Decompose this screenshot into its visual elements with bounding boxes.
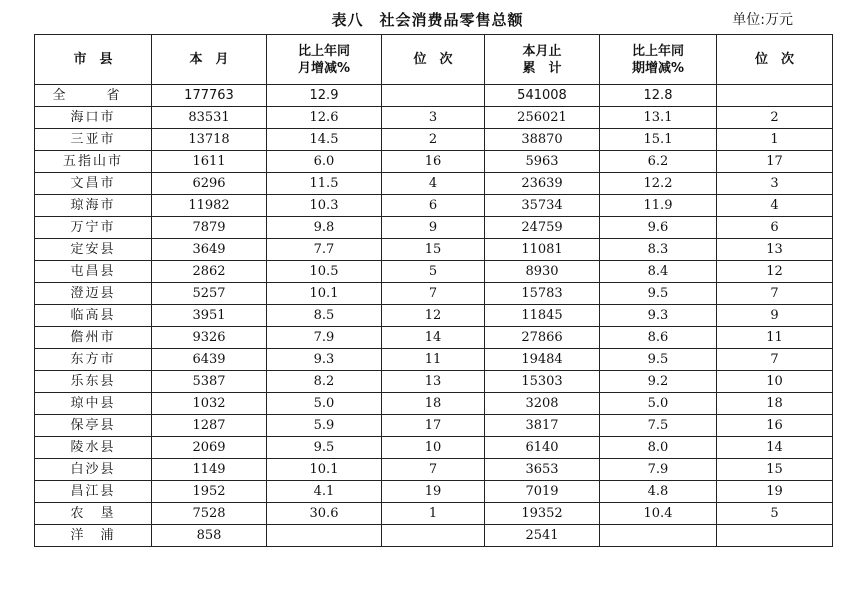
value-cell: 256021	[485, 107, 600, 129]
value-cell: 9.3	[600, 305, 717, 327]
value-cell: 12.9	[267, 85, 382, 107]
value-cell: 3208	[485, 393, 600, 415]
table-row	[35, 239, 833, 261]
header-cell: 比上年同 月增减%	[267, 35, 382, 85]
value-cell: 15783	[485, 283, 600, 305]
value-cell: 7.7	[267, 239, 382, 261]
value-cell: 7.9	[600, 459, 717, 481]
value-cell: 9.5	[600, 349, 717, 371]
value-cell: 13.1	[600, 107, 717, 129]
region-name-cell: 屯昌县	[35, 261, 152, 283]
value-cell: 24759	[485, 217, 600, 239]
value-cell: 3817	[485, 415, 600, 437]
region-name-cell: 海口市	[35, 107, 152, 129]
region-name-cell: 乐东县	[35, 371, 152, 393]
value-cell: 38870	[485, 129, 600, 151]
value-cell: 6.2	[600, 151, 717, 173]
value-cell: 9.5	[600, 283, 717, 305]
value-cell: 1287	[152, 415, 267, 437]
region-name-cell: 临高县	[35, 305, 152, 327]
value-cell: 9.2	[600, 371, 717, 393]
value-cell: 15	[382, 239, 485, 261]
header-cell: 市 县	[35, 35, 152, 85]
value-cell: 35734	[485, 195, 600, 217]
value-cell: 13718	[152, 129, 267, 151]
table-row	[35, 107, 833, 129]
value-cell: 2862	[152, 261, 267, 283]
value-cell: 177763	[152, 85, 267, 107]
value-cell: 858	[152, 525, 267, 547]
region-name-cell: 琼中县	[35, 393, 152, 415]
value-cell	[382, 85, 485, 107]
value-cell: 5.9	[267, 415, 382, 437]
table-title: 表八 社会消费品零售总额	[331, 11, 524, 29]
table-row	[35, 349, 833, 371]
value-cell: 11.5	[267, 173, 382, 195]
value-cell: 14	[382, 327, 485, 349]
table-row	[35, 305, 833, 327]
value-cell: 3653	[485, 459, 600, 481]
unit-label: 单位:万元	[732, 12, 793, 28]
value-cell: 5.0	[267, 393, 382, 415]
value-cell: 7	[717, 283, 833, 305]
header-cell: 比上年同 期增减%	[600, 35, 717, 85]
region-name-cell: 东方市	[35, 349, 152, 371]
value-cell: 17	[382, 415, 485, 437]
value-cell: 4.1	[267, 481, 382, 503]
region-name-cell: 全 省	[35, 85, 152, 107]
value-cell: 19	[717, 481, 833, 503]
value-cell	[717, 85, 833, 107]
value-cell: 3951	[152, 305, 267, 327]
value-cell: 8930	[485, 261, 600, 283]
value-cell: 18	[717, 393, 833, 415]
value-cell: 2	[717, 107, 833, 129]
value-cell: 16	[717, 415, 833, 437]
value-cell: 5257	[152, 283, 267, 305]
value-cell: 9.6	[600, 217, 717, 239]
value-cell: 4	[382, 173, 485, 195]
header-cell: 本月止 累 计	[485, 35, 600, 85]
value-cell: 1611	[152, 151, 267, 173]
region-name-cell: 三亚市	[35, 129, 152, 151]
value-cell: 7019	[485, 481, 600, 503]
value-cell: 9	[382, 217, 485, 239]
value-cell: 11982	[152, 195, 267, 217]
value-cell: 9.3	[267, 349, 382, 371]
value-cell	[382, 525, 485, 547]
value-cell: 11.9	[600, 195, 717, 217]
region-name-cell: 五指山市	[35, 151, 152, 173]
table-row	[35, 151, 833, 173]
table-row	[35, 503, 833, 525]
value-cell: 9	[717, 305, 833, 327]
table-row	[35, 129, 833, 151]
value-cell: 8.0	[600, 437, 717, 459]
value-cell: 5	[717, 503, 833, 525]
region-name-cell: 儋州市	[35, 327, 152, 349]
value-cell: 15	[717, 459, 833, 481]
value-cell: 15303	[485, 371, 600, 393]
retail-sales-table	[34, 34, 833, 547]
region-name-cell: 琼海市	[35, 195, 152, 217]
value-cell: 6296	[152, 173, 267, 195]
value-cell: 8.3	[600, 239, 717, 261]
value-cell: 13	[717, 239, 833, 261]
region-name-cell: 白沙县	[35, 459, 152, 481]
value-cell: 18	[382, 393, 485, 415]
table-row	[35, 173, 833, 195]
value-cell: 8.5	[267, 305, 382, 327]
region-name-cell: 定安县	[35, 239, 152, 261]
table-row	[35, 85, 833, 107]
value-cell	[717, 525, 833, 547]
value-cell: 541008	[485, 85, 600, 107]
value-cell: 5963	[485, 151, 600, 173]
value-cell: 12.2	[600, 173, 717, 195]
value-cell: 10	[382, 437, 485, 459]
value-cell: 8.4	[600, 261, 717, 283]
value-cell: 12.8	[600, 85, 717, 107]
table-row	[35, 327, 833, 349]
value-cell: 1032	[152, 393, 267, 415]
value-cell: 1	[717, 129, 833, 151]
value-cell: 9.5	[267, 437, 382, 459]
region-name-cell: 陵水县	[35, 437, 152, 459]
table-row	[35, 459, 833, 481]
value-cell: 11	[382, 349, 485, 371]
value-cell: 14	[717, 437, 833, 459]
value-cell: 1952	[152, 481, 267, 503]
region-name-cell: 澄迈县	[35, 283, 152, 305]
value-cell: 12	[382, 305, 485, 327]
value-cell: 23639	[485, 173, 600, 195]
value-cell: 7	[382, 459, 485, 481]
value-cell: 1	[382, 503, 485, 525]
value-cell: 19484	[485, 349, 600, 371]
value-cell: 10.5	[267, 261, 382, 283]
value-cell: 15.1	[600, 129, 717, 151]
value-cell: 6.0	[267, 151, 382, 173]
region-name-cell: 农 垦	[35, 503, 152, 525]
header-cell: 位 次	[717, 35, 833, 85]
value-cell: 12.6	[267, 107, 382, 129]
value-cell: 17	[717, 151, 833, 173]
table-row	[35, 261, 833, 283]
table-row	[35, 371, 833, 393]
value-cell: 2	[382, 129, 485, 151]
table-row	[35, 393, 833, 415]
table-row	[35, 283, 833, 305]
header-cell: 位 次	[382, 35, 485, 85]
value-cell: 6140	[485, 437, 600, 459]
region-name-cell: 文昌市	[35, 173, 152, 195]
value-cell: 5	[382, 261, 485, 283]
table-row	[35, 195, 833, 217]
value-cell: 8.2	[267, 371, 382, 393]
table-row	[35, 217, 833, 239]
value-cell: 3	[717, 173, 833, 195]
value-cell: 14.5	[267, 129, 382, 151]
value-cell: 10	[717, 371, 833, 393]
value-cell: 10.1	[267, 459, 382, 481]
value-cell: 4	[717, 195, 833, 217]
value-cell: 3	[382, 107, 485, 129]
region-name-cell: 昌江县	[35, 481, 152, 503]
value-cell: 11	[717, 327, 833, 349]
region-name-cell: 洋 浦	[35, 525, 152, 547]
value-cell: 3649	[152, 239, 267, 261]
value-cell: 9.8	[267, 217, 382, 239]
value-cell: 2069	[152, 437, 267, 459]
value-cell: 4.8	[600, 481, 717, 503]
value-cell: 6	[717, 217, 833, 239]
table-row	[35, 481, 833, 503]
value-cell: 2541	[485, 525, 600, 547]
value-cell	[267, 525, 382, 547]
value-cell: 7.9	[267, 327, 382, 349]
value-cell: 19352	[485, 503, 600, 525]
value-cell: 7528	[152, 503, 267, 525]
value-cell: 11845	[485, 305, 600, 327]
value-cell: 12	[717, 261, 833, 283]
value-cell: 16	[382, 151, 485, 173]
value-cell: 19	[382, 481, 485, 503]
table-row	[35, 525, 833, 547]
value-cell: 8.6	[600, 327, 717, 349]
value-cell: 83531	[152, 107, 267, 129]
value-cell: 5387	[152, 371, 267, 393]
value-cell: 7.5	[600, 415, 717, 437]
value-cell: 27866	[485, 327, 600, 349]
value-cell: 13	[382, 371, 485, 393]
value-cell: 10.4	[600, 503, 717, 525]
value-cell: 1149	[152, 459, 267, 481]
value-cell	[600, 525, 717, 547]
value-cell: 11081	[485, 239, 600, 261]
table-row	[35, 415, 833, 437]
header-row	[35, 35, 833, 85]
value-cell: 6439	[152, 349, 267, 371]
table-row	[35, 437, 833, 459]
value-cell: 30.6	[267, 503, 382, 525]
region-name-cell: 保亭县	[35, 415, 152, 437]
table-body	[35, 85, 833, 547]
region-name-cell: 万宁市	[35, 217, 152, 239]
value-cell: 10.1	[267, 283, 382, 305]
value-cell: 7	[382, 283, 485, 305]
value-cell: 9326	[152, 327, 267, 349]
value-cell: 5.0	[600, 393, 717, 415]
value-cell: 7879	[152, 217, 267, 239]
value-cell: 6	[382, 195, 485, 217]
value-cell: 7	[717, 349, 833, 371]
header-cell: 本 月	[152, 35, 267, 85]
value-cell: 10.3	[267, 195, 382, 217]
